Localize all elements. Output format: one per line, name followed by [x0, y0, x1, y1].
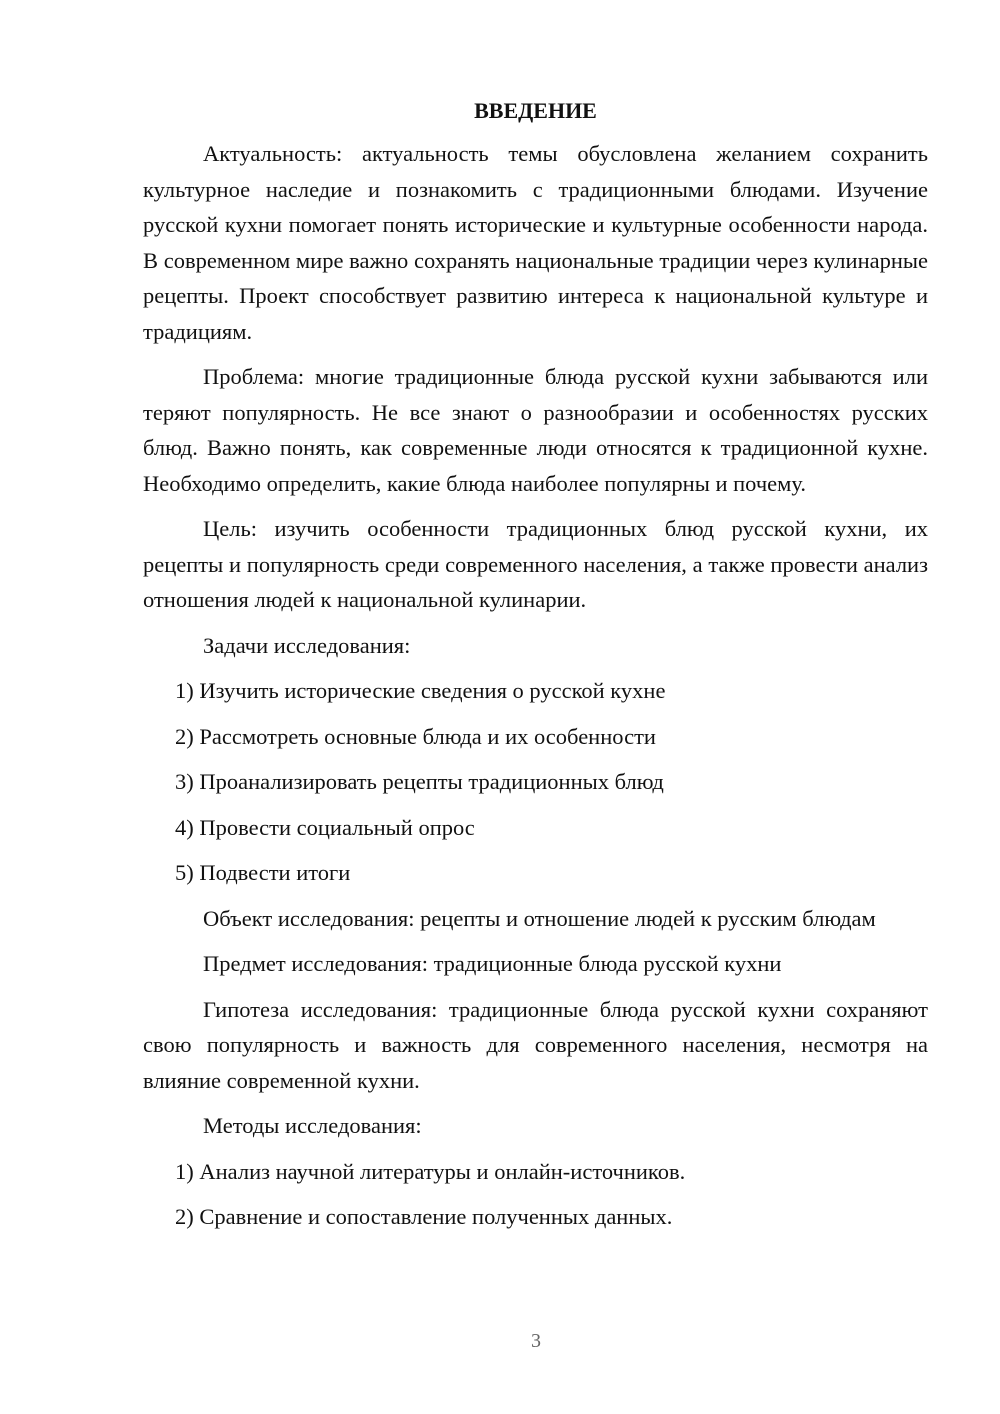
task-item: 5) Подвести итоги — [175, 860, 351, 885]
method-item: 1) Анализ научной литературы и онлайн-источников. — [175, 1158, 686, 1184]
page-number: 3 — [531, 1330, 541, 1352]
relevance-paragraph: Актуальность: актуальность темы обусловлена желанием сохранить культурное наследие и познакомить с традиционными блюдами. Изучение русской кухни помогает понять исторические и культурные особенности народа. В современном мире важно сохранять национальные традиции через кулинарные рецепты. Проект способствует развитию интереса к национальной культуре и традициям. — [143, 141, 928, 344]
problem-paragraph: Проблема: многие традиционные блюда русской кухни забываются или теряют популярность. Не все знают о разнообразии и особенностях русских блюд. Важно понять, как современные люди относятся к традиционной кухне. Необходимо определить, какие блюда наиболее популярны и почему. — [143, 364, 928, 496]
methods-label: Методы исследования: — [203, 1113, 422, 1138]
methods-list — [143, 1154, 928, 1235]
subject-paragraph: Предмет исследования: традиционные блюда русской кухни — [203, 951, 782, 976]
object-paragraph: Объект исследования: рецепты и отношение людей к русским блюдам — [203, 905, 876, 931]
task-item: 4) Провести социальный опрос — [175, 814, 475, 840]
hypothesis-paragraph: Гипотеза исследования: традиционные блюда русской кухни сохраняют свою популярность и важность для современного населения, несмотря на влияние современной кухни. — [143, 996, 928, 1093]
goal-paragraph: Цель: изучить особенности традиционных блюд русской кухни, их рецепты и популярность среди современного населения, а также провести анализ отношения людей к национальной кулинарии. — [143, 516, 928, 612]
task-item: 2) Рассмотреть основные блюда и их особенности — [175, 723, 656, 749]
task-item: 3) Проанализировать рецепты традиционных блюд — [175, 769, 664, 794]
section-title: ВВЕДЕНИЕ — [474, 98, 597, 123]
document-body — [143, 95, 928, 1245]
task-item: 1) Изучить исторические сведения о русской кухне — [175, 678, 666, 703]
tasks-list — [143, 673, 928, 891]
method-item: 2) Сравнение и сопоставление полученных данных. — [175, 1204, 673, 1229]
tasks-label: Задачи исследования: — [203, 632, 411, 658]
